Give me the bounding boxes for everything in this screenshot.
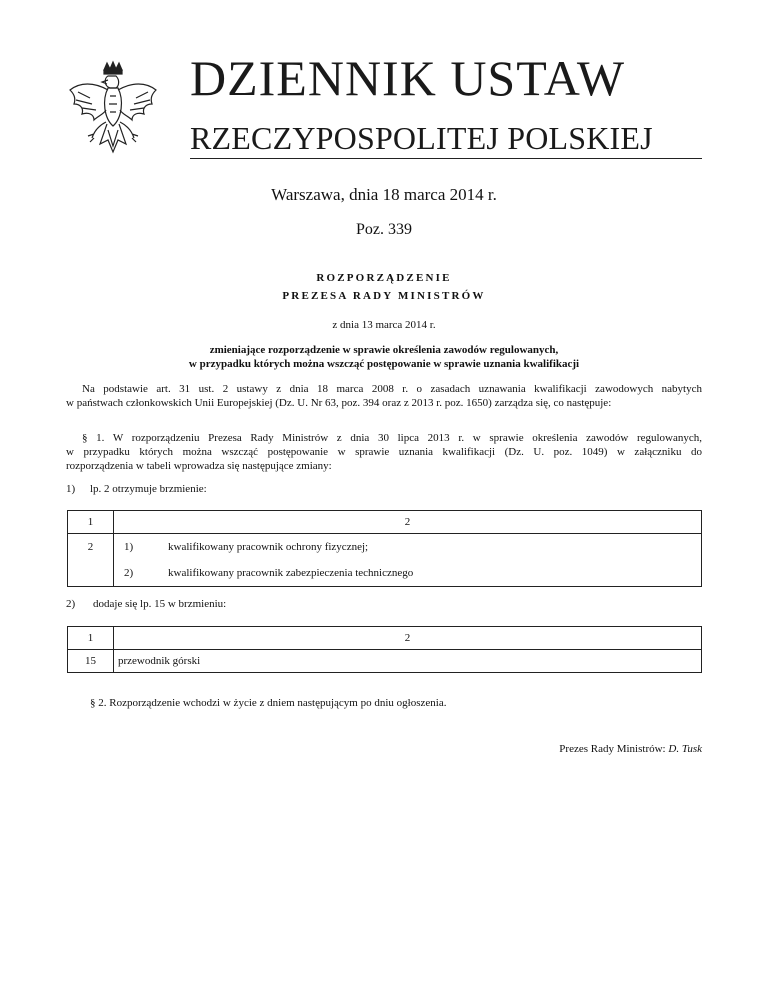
table-cell-lp: 2 [68,534,114,561]
entry-text: kwalifikowany pracownik zabezpieczenia technicznego [168,567,414,579]
subject-line-2: w przypadku których można wszcząć postępowanie w sprawie uznania kwalifikacji [188,358,580,370]
table-header-cell: 2 [114,627,702,650]
table-row [68,534,702,561]
section-1-line-2: w przypadku których można wszcząć postępowanie w sprawie uznania kwalifikacji (Dz. U. poz. 1049) w załączniku do [66,446,702,458]
dateline: Warszawa, dnia 18 marca 2014 r. [271,185,497,204]
subject-line-1: zmieniające rozporządzenie w sprawie określenia zawodów regulowanych, [209,344,559,356]
table-cell-entry [114,560,702,587]
change-1-table [67,510,702,587]
issuing-authority: PREZESA RADY MINISTRÓW [282,290,486,302]
section-1-line-1: § 1. W rozporządzeniu Prezesa Rady Ministrów z dnia 30 lipca 2013 r. w sprawie określenia zawodów regulowanych, [82,432,702,444]
masthead-rule [190,158,702,159]
table-row [68,650,702,673]
document-date: z dnia 13 marca 2014 r. [332,319,436,331]
signatory-name: D. Tusk [668,743,702,755]
signatory-role: Prezes Rady Ministrów: [559,743,666,755]
table-header-cell: 1 [68,627,114,650]
table-row [68,560,702,587]
document-type: ROZPORZĄDZENIE [316,272,452,284]
table-cell-lp: 15 [68,650,114,673]
section-1-line-3: rozporządzenia w tabeli wprowadza się następujące zmiany: [66,460,332,472]
legal-basis-line-1: Na podstawie art. 31 ust. 2 ustawy z dnia 18 marca 2008 r. o zasadach uznawania kwalifikacji zawodowych nabytych [82,383,702,395]
table-cell-entry: przewodnik górski [114,650,702,673]
journal-subtitle: RZECZYPOSPOLITEJ POLSKIEJ [190,120,653,156]
entry-number: 2) [124,567,134,579]
change-1-number: 1) [66,483,76,495]
table-cell-lp-empty [68,560,114,587]
section-2-paragraph: § 2. Rozporządzenie wchodzi w życie z dniem następującym po dniu ogłoszenia. [90,697,447,709]
journal-title: DZIENNIK USTAW [190,50,626,106]
change-2-text: dodaje się lp. 15 w brzmieniu: [93,598,227,610]
change-2-number: 2) [66,598,76,610]
polish-eagle-emblem [64,60,162,164]
change-2-table [67,626,702,673]
entry-number: 1) [124,541,134,553]
section-1-paragraph [66,431,702,473]
legal-basis-paragraph [66,382,702,410]
table-header-cell: 2 [114,511,702,534]
table-cell-entry [114,534,702,561]
position-number: Poz. 339 [356,221,412,238]
table-header-row [68,511,702,534]
legal-basis-line-2: w państwach członkowskich Unii Europejskiej (Dz. U. Nr 63, poz. 394 oraz z 2013 r. poz. 1650) zarządza się, co następuje: [66,397,612,409]
signature-block [559,742,702,756]
entry-text: kwalifikowany pracownik ochrony fizycznej; [168,541,369,553]
change-1-text: lp. 2 otrzymuje brzmienie: [90,483,207,495]
table-header-cell: 1 [68,511,114,534]
table-header-row [68,627,702,650]
